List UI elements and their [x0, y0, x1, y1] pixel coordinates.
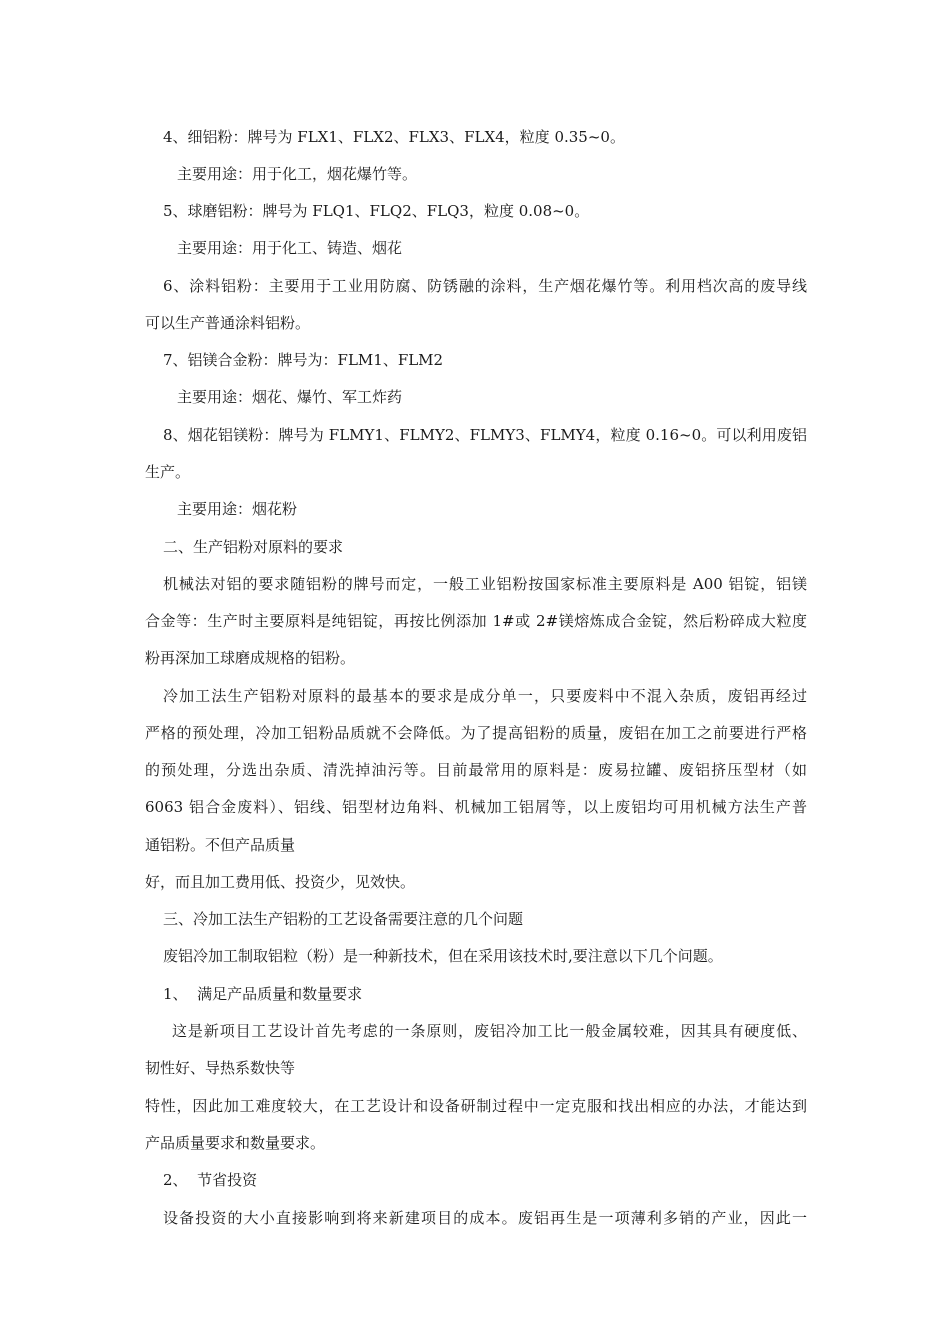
text-line-26: 韧性好、导热系数快等: [145, 1059, 296, 1077]
section-heading-3: 三、冷加工法生产铝粉的工艺设备需要注意的几个问题: [163, 910, 524, 928]
text-line-13: 机械法对铝的要求随铝粉的牌号而定，一般工业铝粉按国家标准主要原料是 A00 铝锭，铝镁: [163, 575, 807, 593]
text-line-9: 8、烟花铝镁粉：牌号为 FLMY1、FLMY2、FLMY3、FLMY4，粒度 0.16~0。可以利用废铝: [163, 426, 807, 444]
text-line-5: 6、涂料铝粉：主要用于工业用防腐、防锈融的涂料，生产烟花爆竹等。利用档次高的废导线: [163, 277, 807, 295]
text-line-1: 4、细铝粉：牌号为 FLX1、FLX2、FLX3、FLX4，粒度 0.35~0。: [163, 128, 625, 146]
text-line-20: 通铝粉。不但产品质量: [145, 836, 296, 854]
text-line-23: 废铝冷加工制取铝粒（粉）是一种新技术，但在采用该技术时,要注意以下几个问题。: [163, 947, 723, 965]
text-line-3: 5、球磨铝粉：牌号为 FLQ1、FLQ2、FLQ3，粒度 0.08~0。: [163, 202, 590, 220]
subheading-1: 1、 满足产品质量和数量要求: [163, 985, 363, 1003]
text-line-17: 严格的预处理，冷加工铝粉品质就不会降低。为了提高铝粉的质量，废铝在加工之前要进行严格: [145, 724, 807, 742]
text-line-19: 6063 铝合金废料）、铝线、铝型材边角料、机械加工铝屑等，以上废铝均可用机械方法生产普: [145, 798, 807, 816]
text-line-14: 合金等：生产时主要原料是纯铝锭，再按比例添加 1#或 2#镁熔炼成合金锭，然后粉碎成大粒度: [145, 612, 807, 630]
text-line-6: 可以生产普通涂料铝粉。: [145, 314, 311, 332]
text-line-16: 冷加工法生产铝粉对原料的最基本的要求是成分单一，只要废料中不混入杂质，废铝再经过: [163, 687, 807, 705]
text-line-8: 主要用途：烟花、爆竹、军工炸药: [177, 388, 403, 406]
text-line-7: 7、铝镁合金粉：牌号为：FLM1、FLM2: [163, 351, 444, 369]
text-line-2: 主要用途：用于化工，烟花爆竹等。: [177, 165, 418, 183]
text-line-18: 的预处理，分选出杂质、清洗掉油污等。目前最常用的原料是：废易拉罐、废铝挤压型材（如: [145, 761, 807, 779]
subheading-2: 2、 节省投资: [163, 1171, 258, 1189]
section-heading-2: 二、生产铝粉对原料的要求: [163, 538, 344, 556]
text-line-10: 生产。: [145, 463, 191, 481]
text-line-28: 产品质量要求和数量要求。: [145, 1134, 326, 1152]
text-line-21: 好，而且加工费用低、投资少，见效快。: [145, 873, 416, 891]
text-line-11: 主要用途：烟花粉: [177, 500, 298, 518]
text-line-30: 设备投资的大小直接影响到将来新建项目的成本。废铝再生是一项薄利多销的产业，因此一: [163, 1209, 807, 1227]
text-line-4: 主要用途：用于化工、铸造、烟花: [177, 239, 403, 257]
text-line-25: 这是新项目工艺设计首先考虑的一条原则，废铝冷加工比一般金属较难，因其具有硬度低、: [172, 1022, 807, 1040]
text-line-15: 粉再深加工球磨成规格的铝粉。: [145, 649, 356, 667]
text-line-27: 特性，因此加工难度较大，在工艺设计和设备研制过程中一定克服和找出相应的办法，才能达到: [145, 1097, 807, 1115]
